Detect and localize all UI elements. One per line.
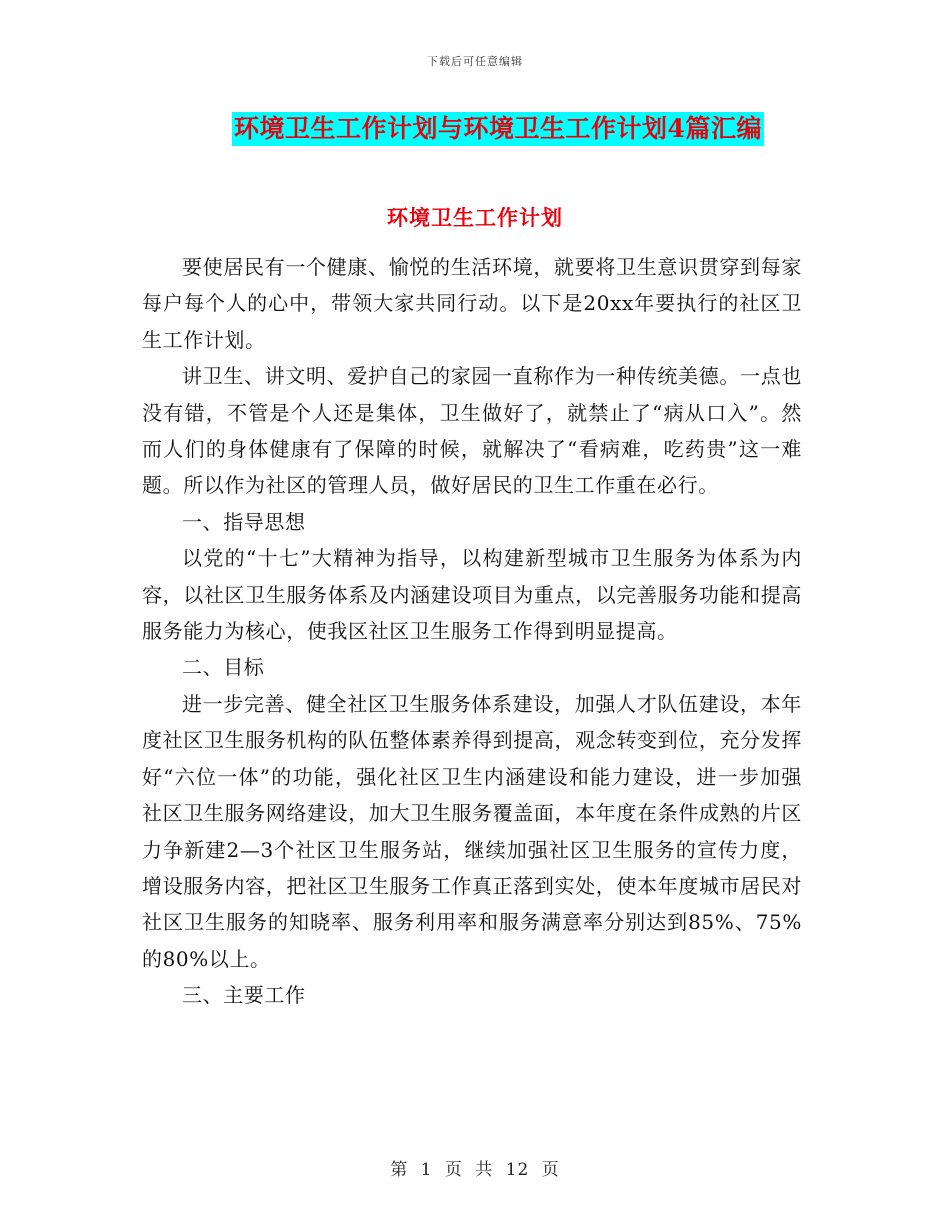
heading-guiding-thought: 一、指导思想 <box>182 509 306 534</box>
document-title-container <box>0 112 950 146</box>
section-title: 环境卫生工作计划 <box>387 205 563 230</box>
page-number-footer: 第 1 页 共 12 页 <box>390 1160 560 1180</box>
heading-main-work: 三、主要工作 <box>182 983 306 1008</box>
document-body <box>142 249 802 1014</box>
header-note: 下载后可任意编辑 <box>427 55 523 68</box>
paragraph-guiding-thought: 以党的“十七”大精神为指导，以构建新型城市卫生服务为体系为内容，以社区卫生服务体系及内涵建设项目为重点，以完善服务功能和提高服务能力为核心，使我区社区卫生服务工作得到明显提高。 <box>142 546 802 644</box>
paragraph-background: 讲卫生、讲文明、爱护自己的家园一直称作为一种传统美德。一点也没有错，不管是个人还是集体，卫生做好了，就禁止了“病从口入”。然而人们的身体健康有了保障的时候，就解决了“看病难，吃药贵”这一难题。所以作为社区的管理人员，做好居民的卫生工作重在必行。 <box>142 364 802 498</box>
paragraph-intro: 要使居民有一个健康、愉悦的生活环境，就要将卫生意识贯穿到每家每户每个人的心中，带领大家共同行动。以下是20xx年要执行的社区卫生工作计划。 <box>142 255 802 352</box>
paragraph-goals: 进一步完善、健全社区卫生服务体系建设，加强人才队伍建设，本年度社区卫生服务机构的队伍整体素养得到提高，观念转变到位，充分发挥好“六位一体”的功能，强化社区卫生内涵建设和能力建设，进一步加强社区卫生服务网络建设，加大卫生服务覆盖面，本年度在条件成熟的片区力争新建2—3个社区卫生服务站，继续加强社区卫生服务的宣传力度，增设服务内容，把社区卫生服务工作真正落到实处，使本年度城市居民对社区卫生服务的知晓率、服务利用率和服务满意率分别达到85%、75%的80%以上。 <box>142 691 802 971</box>
heading-goals: 二、目标 <box>182 655 265 680</box>
document-title: 环境卫生工作计划与环境卫生工作计划4篇汇编 <box>232 112 764 146</box>
